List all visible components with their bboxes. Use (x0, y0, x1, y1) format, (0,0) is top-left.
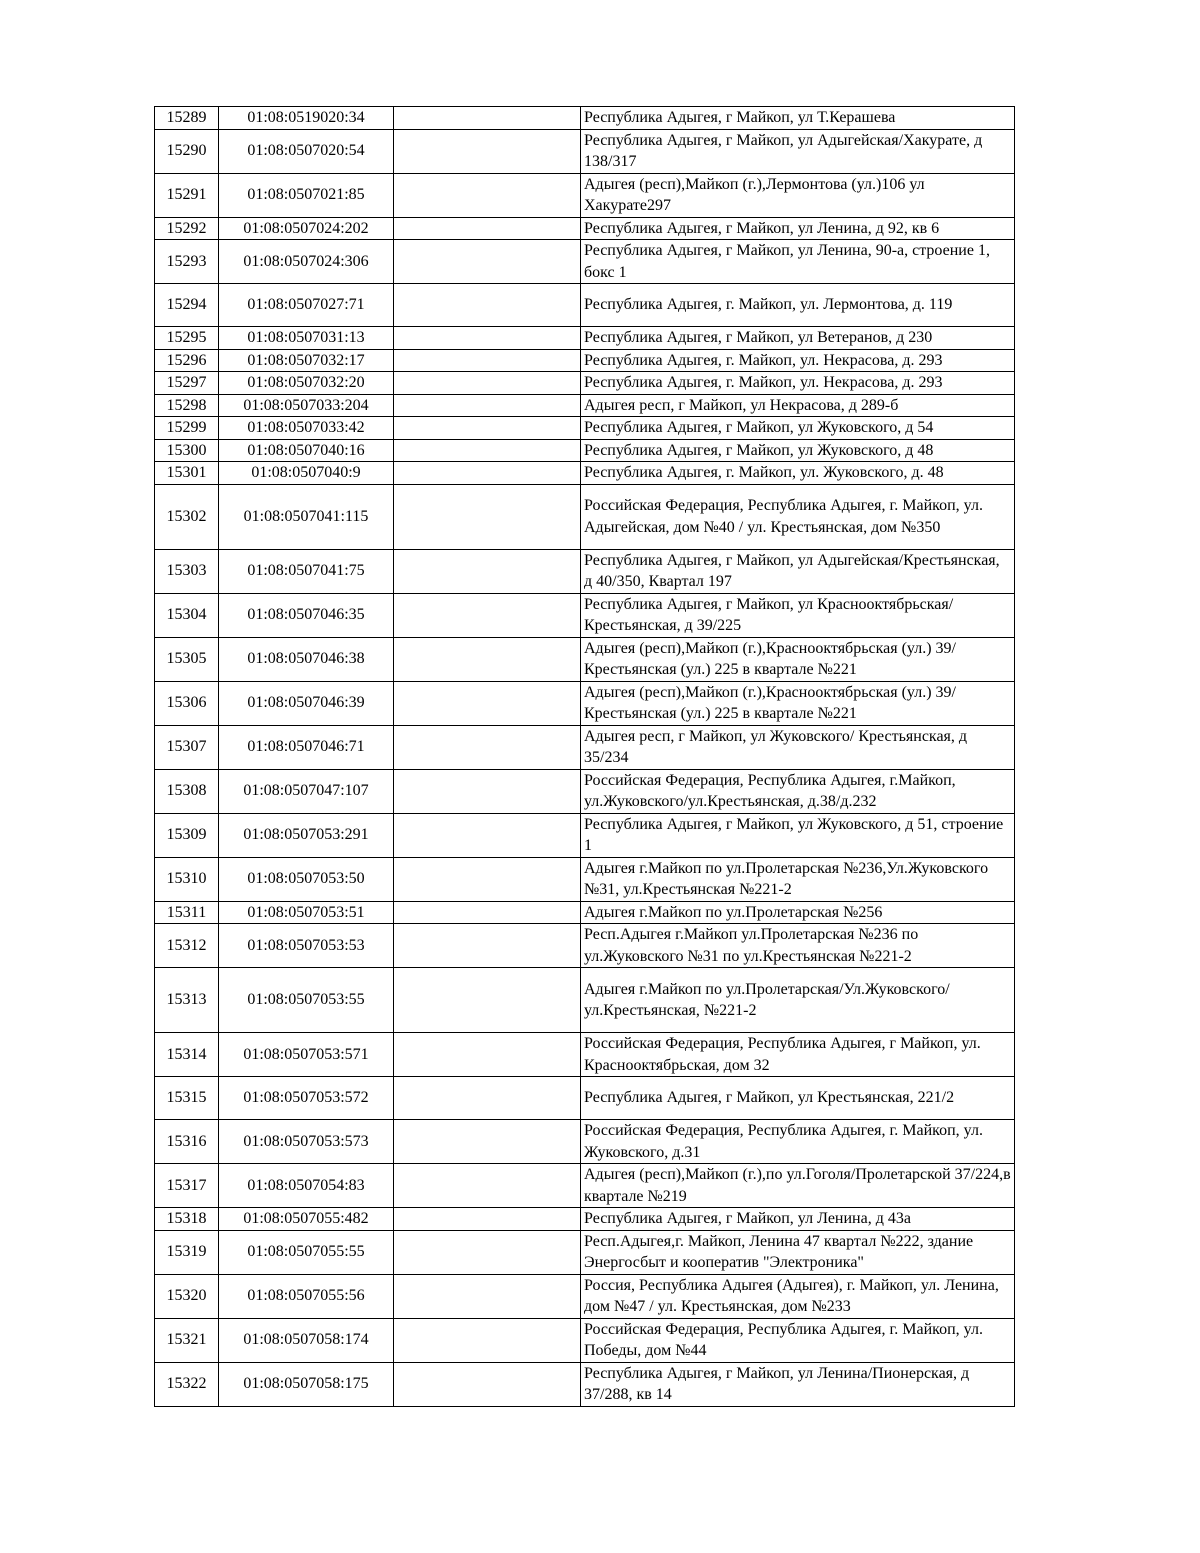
cadastral-number-cell: 01:08:0507046:38 (219, 637, 394, 681)
row-number-cell: 15290 (155, 129, 219, 173)
empty-cell (394, 769, 581, 813)
cadastral-number-cell: 01:08:0507053:53 (219, 924, 394, 968)
address-cell (581, 107, 1015, 130)
cadastral-number-cell: 01:08:0507053:51 (219, 901, 394, 924)
address-cell (581, 462, 1015, 485)
table-row (155, 813, 1015, 857)
cadastral-number-cell: 01:08:0519020:34 (219, 107, 394, 130)
empty-cell (394, 549, 581, 593)
cadastral-number-cell: 01:08:0507055:482 (219, 1208, 394, 1231)
empty-cell (394, 968, 581, 1033)
table-row (155, 173, 1015, 217)
row-number-cell: 15302 (155, 484, 219, 549)
address-text: Адыгея (респ),Майкоп (г.),Лермонтова (ул.)106 ул Хакурате297 (584, 175, 925, 214)
address-cell (581, 217, 1015, 240)
address-text: Республика Адыгея, г Майкоп, ул Жуковского, д 54 (584, 419, 934, 436)
table-row (155, 349, 1015, 372)
address-cell (581, 1318, 1015, 1362)
table-row (155, 769, 1015, 813)
address-text: Республика Адыгея, г Майкоп, ул Краснооктябрьская/Крестьянская, д 39/225 (584, 595, 954, 634)
table-row (155, 1164, 1015, 1208)
row-number-cell: 15318 (155, 1208, 219, 1231)
empty-cell (394, 924, 581, 968)
table-row (155, 1033, 1015, 1077)
empty-cell (394, 593, 581, 637)
empty-cell (394, 349, 581, 372)
address-cell (581, 173, 1015, 217)
cadastral-number-cell: 01:08:0507031:13 (219, 327, 394, 350)
cadastral-number-cell: 01:08:0507033:204 (219, 394, 394, 417)
cadastral-number-cell: 01:08:0507053:291 (219, 813, 394, 857)
row-number-cell: 15319 (155, 1230, 219, 1274)
row-number-cell: 15312 (155, 924, 219, 968)
row-number-cell: 15322 (155, 1362, 219, 1406)
address-cell (581, 417, 1015, 440)
row-number-cell: 15292 (155, 217, 219, 240)
cadastral-number-cell: 01:08:0507047:107 (219, 769, 394, 813)
address-cell (581, 1274, 1015, 1318)
row-number-cell: 15291 (155, 173, 219, 217)
row-number-cell: 15310 (155, 857, 219, 901)
cadastral-number-cell: 01:08:0507041:115 (219, 484, 394, 549)
address-cell (581, 327, 1015, 350)
empty-cell (394, 1077, 581, 1120)
row-number-cell: 15308 (155, 769, 219, 813)
row-number-cell: 15313 (155, 968, 219, 1033)
cadastral-number-cell: 01:08:0507046:71 (219, 725, 394, 769)
empty-cell (394, 725, 581, 769)
row-number-cell: 15321 (155, 1318, 219, 1362)
empty-cell (394, 637, 581, 681)
empty-cell (394, 240, 581, 284)
cadastral-number-cell: 01:08:0507032:20 (219, 372, 394, 395)
table-row (155, 1362, 1015, 1406)
empty-cell (394, 1274, 581, 1318)
address-cell (581, 1208, 1015, 1231)
table-row (155, 901, 1015, 924)
address-text: Республика Адыгея, г Майкоп, ул Ленина, д 43а (584, 1210, 911, 1227)
cadastral-number-cell: 01:08:0507040:16 (219, 439, 394, 462)
cadastral-number-cell: 01:08:0507055:56 (219, 1274, 394, 1318)
empty-cell (394, 1033, 581, 1077)
empty-cell (394, 1362, 581, 1406)
address-text: Республика Адыгея, г. Майкоп, ул. Некрасова, д. 293 (584, 351, 943, 369)
table-row (155, 484, 1015, 549)
empty-cell (394, 1230, 581, 1274)
registry-table (154, 106, 1015, 1407)
cadastral-number-cell: 01:08:0507053:571 (219, 1033, 394, 1077)
table-row (155, 462, 1015, 485)
address-text: Адыгея г.Майкоп по ул.Пролетарская №236,Ул.Жуковского №31, ул.Крестьянская №221-2 (584, 859, 989, 898)
cadastral-number-cell: 01:08:0507027:71 (219, 284, 394, 327)
cadastral-number-cell: 01:08:0507054:83 (219, 1164, 394, 1208)
row-number-cell: 15309 (155, 813, 219, 857)
address-text: Республика Адыгея, г Майкоп, ул Жуковского, д 51, строение 1 (584, 815, 1004, 854)
cadastral-number-cell: 01:08:0507033:42 (219, 417, 394, 440)
address-text: Республика Адыгея, г Майкоп, ул Жуковского, д 48 (584, 441, 934, 459)
address-text: Республика Адыгея, г Майкоп, ул Ленина, 90-а, строение 1, бокс 1 (584, 242, 990, 281)
empty-cell (394, 1208, 581, 1231)
row-number-cell: 15299 (155, 417, 219, 440)
address-cell (581, 129, 1015, 173)
address-cell (581, 1033, 1015, 1077)
cadastral-number-cell: 01:08:0507053:55 (219, 968, 394, 1033)
table-row (155, 240, 1015, 284)
empty-cell (394, 417, 581, 440)
empty-cell (394, 327, 581, 350)
row-number-cell: 15293 (155, 240, 219, 284)
empty-cell (394, 394, 581, 417)
row-number-cell: 15304 (155, 593, 219, 637)
row-number-cell: 15306 (155, 681, 219, 725)
empty-cell (394, 217, 581, 240)
address-cell (581, 901, 1015, 924)
table-row (155, 1120, 1015, 1164)
empty-cell (394, 1120, 581, 1164)
row-number-cell: 15295 (155, 327, 219, 350)
row-number-cell: 15311 (155, 901, 219, 924)
address-cell (581, 1230, 1015, 1274)
cadastral-number-cell: 01:08:0507024:202 (219, 217, 394, 240)
cadastral-number-cell: 01:08:0507046:39 (219, 681, 394, 725)
address-cell (581, 240, 1015, 284)
address-text: Республика Адыгея, г. Майкоп, ул. Некрасова, д. 293 (584, 374, 943, 391)
address-text: Адыгея (респ),Майкоп (г.),по ул.Гоголя/Пролетарской 37/224,в квартале №219 (584, 1166, 1011, 1205)
address-cell (581, 484, 1015, 549)
table-row (155, 968, 1015, 1033)
address-text: Российская Федерация, Республика Адыгея, г.Майкоп, ул.Жуковского/ул.Крестьянская, д.38/д.232 (584, 771, 956, 810)
address-cell (581, 1164, 1015, 1208)
row-number-cell: 15315 (155, 1077, 219, 1120)
row-number-cell: 15296 (155, 349, 219, 372)
empty-cell (394, 813, 581, 857)
address-text: Адыгея респ, г Майкоп, ул Жуковского/ Крестьянская, д 35/234 (584, 727, 968, 766)
address-cell (581, 394, 1015, 417)
address-cell (581, 1362, 1015, 1406)
address-cell (581, 769, 1015, 813)
address-text: Адыгея (респ),Майкоп (г.),Краснооктябрьская (ул.) 39/Крестьянская (ул.) 225 в квартале №221 (584, 639, 956, 678)
row-number-cell: 15289 (155, 107, 219, 130)
address-text: Респ.Адыгея,г. Майкоп, Ленина 47 квартал №222, здание Энергосбыт и кооператив "Электроника" (584, 1232, 974, 1271)
row-number-cell: 15297 (155, 372, 219, 395)
address-cell (581, 284, 1015, 327)
address-cell (581, 813, 1015, 857)
table-row (155, 327, 1015, 350)
address-text: Республика Адыгея, г Майкоп, ул Ленина/Пионерская, д 37/288, кв 14 (584, 1364, 970, 1403)
empty-cell (394, 107, 581, 130)
empty-cell (394, 1318, 581, 1362)
table-row (155, 1274, 1015, 1318)
address-text: Республика Адыгея, г. Майкоп, ул. Жуковского, д. 48 (584, 464, 944, 481)
address-cell (581, 349, 1015, 372)
row-number-cell: 15294 (155, 284, 219, 327)
address-text: Адыгея респ, г Майкоп, ул Некрасова, д 289-б (584, 396, 899, 414)
cadastral-number-cell: 01:08:0507053:50 (219, 857, 394, 901)
address-text: Адыгея г.Майкоп по ул.Пролетарская №256 (584, 903, 883, 921)
cadastral-number-cell: 01:08:0507032:17 (219, 349, 394, 372)
row-number-cell: 15320 (155, 1274, 219, 1318)
table-row (155, 725, 1015, 769)
table-row (155, 1318, 1015, 1362)
empty-cell (394, 484, 581, 549)
table-row (155, 217, 1015, 240)
address-cell (581, 924, 1015, 968)
address-text: Российская Федерация, Республика Адыгея, г Майкоп, ул. Краснооктябрьская, дом 32 (584, 1035, 981, 1074)
table-row (155, 107, 1015, 130)
empty-cell (394, 439, 581, 462)
empty-cell (394, 129, 581, 173)
address-text: Российская Федерация, Республика Адыгея, г. Майкоп, ул. Адыгейская, дом №40 / ул. Крестьянская, дом №350 (584, 497, 983, 536)
empty-cell (394, 901, 581, 924)
empty-cell (394, 372, 581, 395)
address-text: Республика Адыгея, г Майкоп, ул Т.Керашева (584, 109, 896, 126)
row-number-cell: 15305 (155, 637, 219, 681)
empty-cell (394, 462, 581, 485)
cadastral-number-cell: 01:08:0507046:35 (219, 593, 394, 637)
cadastral-number-cell: 01:08:0507020:54 (219, 129, 394, 173)
table-row (155, 1208, 1015, 1231)
address-cell (581, 725, 1015, 769)
address-cell (581, 1077, 1015, 1120)
empty-cell (394, 857, 581, 901)
address-text: Россия, Республика Адыгея (Адыгея), г. Майкоп, ул. Ленина, дом №47 / ул. Крестьянская, дом №233 (584, 1276, 999, 1315)
row-number-cell: 15307 (155, 725, 219, 769)
address-text: Республика Адыгея, г Майкоп, ул Ленина, д 92, кв 6 (584, 219, 940, 237)
address-cell (581, 968, 1015, 1033)
cadastral-number-cell: 01:08:0507024:306 (219, 240, 394, 284)
address-text: Адыгея г.Майкоп по ул.Пролетарская/Ул.Жуковского/ул.Крестьянская, №221-2 (584, 980, 950, 1019)
address-cell (581, 549, 1015, 593)
table-row (155, 417, 1015, 440)
empty-cell (394, 173, 581, 217)
cadastral-number-cell: 01:08:0507058:175 (219, 1362, 394, 1406)
address-text: Республика Адыгея, г Майкоп, ул Адыгейская/Крестьянская, д 40/350, Квартал 197 (584, 551, 1000, 590)
row-number-cell: 15298 (155, 394, 219, 417)
cadastral-number-cell: 01:08:0507041:75 (219, 549, 394, 593)
cadastral-number-cell: 01:08:0507021:85 (219, 173, 394, 217)
table-row (155, 593, 1015, 637)
cadastral-number-cell: 01:08:0507055:55 (219, 1230, 394, 1274)
table-row (155, 924, 1015, 968)
row-number-cell: 15300 (155, 439, 219, 462)
empty-cell (394, 284, 581, 327)
cadastral-number-cell: 01:08:0507053:573 (219, 1120, 394, 1164)
address-cell (581, 439, 1015, 462)
table-row (155, 681, 1015, 725)
registry-table-body (155, 107, 1015, 1407)
table-row (155, 857, 1015, 901)
table-row (155, 637, 1015, 681)
cadastral-number-cell: 01:08:0507058:174 (219, 1318, 394, 1362)
address-text: Адыгея (респ),Майкоп (г.),Краснооктябрьская (ул.) 39/Крестьянская (ул.) 225 в квартале №221 (584, 683, 956, 722)
address-text: Российская Федерация, Республика Адыгея, г. Майкоп, ул. Победы, дом №44 (584, 1320, 983, 1359)
table-row (155, 1230, 1015, 1274)
row-number-cell: 15317 (155, 1164, 219, 1208)
cadastral-number-cell: 01:08:0507053:572 (219, 1077, 394, 1120)
address-cell (581, 1120, 1015, 1164)
address-cell (581, 637, 1015, 681)
address-text: Респ.Адыгея г.Майкоп ул.Пролетарская №236 по ул.Жуковского №31 по ул.Крестьянская №221-2 (584, 926, 919, 965)
table-row (155, 129, 1015, 173)
address-text: Российская Федерация, Республика Адыгея, г. Майкоп, ул. Жуковского, д.31 (584, 1122, 983, 1161)
row-number-cell: 15314 (155, 1033, 219, 1077)
table-row (155, 372, 1015, 395)
empty-cell (394, 1164, 581, 1208)
address-cell (581, 857, 1015, 901)
address-cell (581, 372, 1015, 395)
row-number-cell: 15303 (155, 549, 219, 593)
address-text: Республика Адыгея, г Майкоп, ул Крестьянская, 221/2 (584, 1089, 955, 1107)
address-text: Республика Адыгея, г Майкоп, ул Ветеранов, д 230 (584, 329, 933, 346)
address-text: Республика Адыгея, г Майкоп, ул Адыгейская/Хакурате, д 138/317 (584, 131, 983, 170)
table-row (155, 1077, 1015, 1120)
cadastral-number-cell: 01:08:0507040:9 (219, 462, 394, 485)
address-cell (581, 681, 1015, 725)
address-cell (581, 593, 1015, 637)
table-row (155, 284, 1015, 327)
table-row (155, 439, 1015, 462)
empty-cell (394, 681, 581, 725)
table-row (155, 549, 1015, 593)
row-number-cell: 15301 (155, 462, 219, 485)
table-row (155, 394, 1015, 417)
row-number-cell: 15316 (155, 1120, 219, 1164)
address-text: Республика Адыгея, г. Майкоп, ул. Лермонтова, д. 119 (584, 296, 953, 314)
